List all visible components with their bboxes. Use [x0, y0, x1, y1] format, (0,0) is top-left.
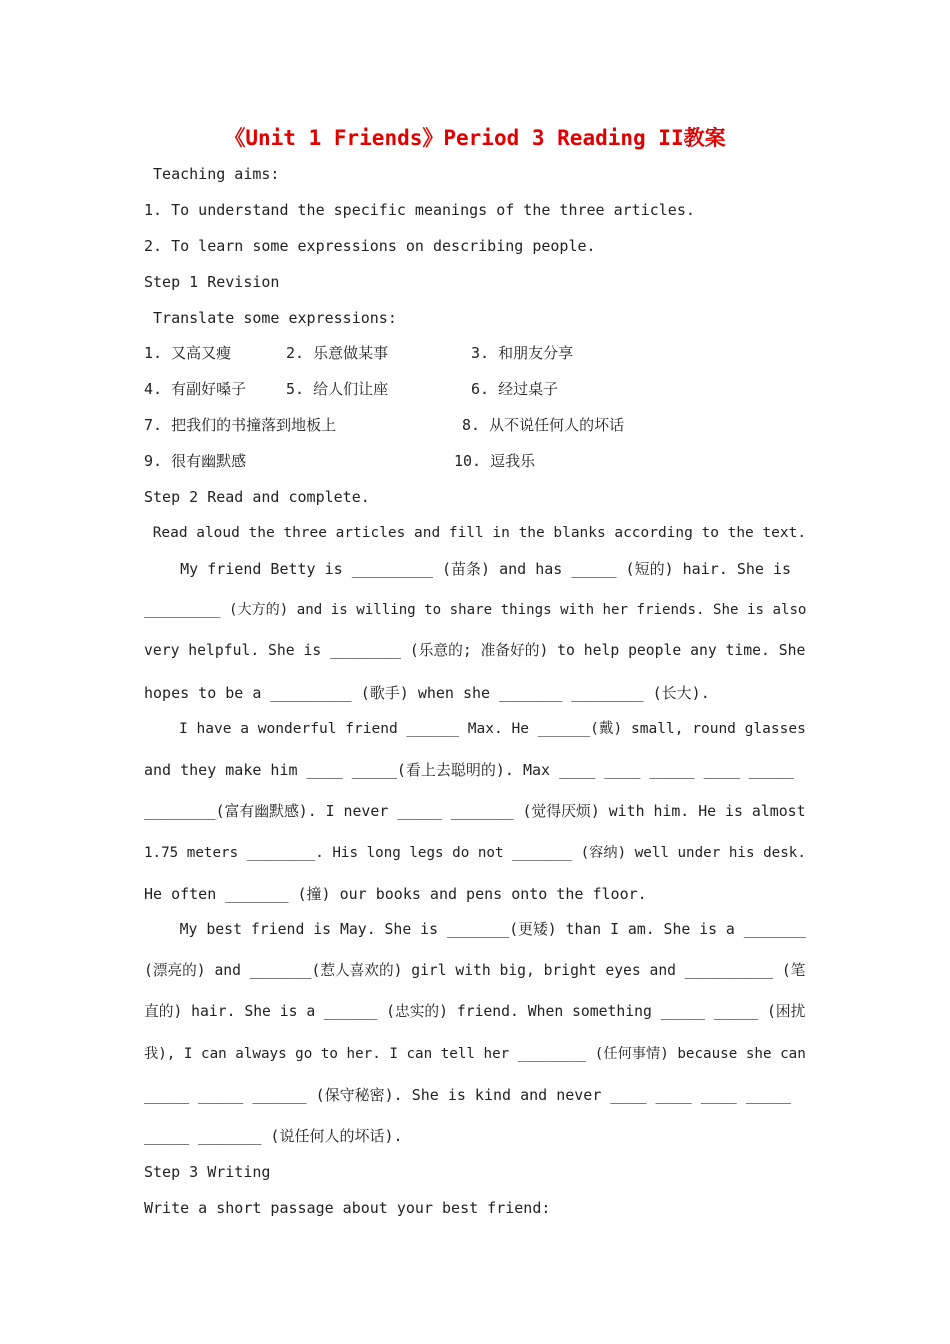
para3-line: _____ _______ (说任何人的坏话).	[144, 1127, 403, 1145]
para2-line: ________(富有幽默感). I never _____ _______ (觉得厌烦) with him. He is almost	[144, 802, 806, 820]
aim-2: 2. To learn some expressions on describing people.	[144, 237, 596, 255]
expr-7: 7. 把我们的书撞落到地板上	[144, 416, 337, 434]
step1-heading: Step 1 Revision	[144, 273, 280, 291]
para3-line: 直的) hair. She is a ______ (忠实的) friend. When something _____ _____ (困扰	[144, 1003, 806, 1020]
expr-8: 8. 从不说任何人的坏话	[462, 416, 625, 434]
aim-1: 1. To understand the specific meanings of the three articles.	[144, 201, 695, 219]
translate-heading: Translate some expressions:	[144, 309, 397, 327]
para3-line: (漂亮的) and _______(惹人喜欢的) girl with big, bright eyes and __________ (笔	[144, 962, 806, 979]
para1-line: very helpful. She is ________ (乐意的; 准备好的) to help people any time. She	[144, 642, 806, 659]
expr-1: 1. 又高又瘦	[144, 344, 232, 362]
expr-3: 3. 和朋友分享	[471, 344, 574, 362]
para1-line: My friend Betty is _________ (苗条) and has _____ (短的) hair. She is	[144, 560, 791, 578]
expr-2: 2. 乐意做某事	[286, 344, 389, 362]
para1-line: hopes to be a _________ (歌手) when she _______ ________ (长大).	[144, 684, 710, 702]
step3-heading: Step 3 Writing	[144, 1163, 271, 1181]
para2-line: I have a wonderful friend ______ Max. He ______(戴) small, round glasses	[144, 721, 806, 737]
para1-line: _________ (大方的) and is willing to share things with her friends. She is also	[144, 602, 807, 618]
para2-line: He often _______ (撞) our books and pens onto the floor.	[144, 885, 647, 903]
step2-heading: Step 2 Read and complete.	[144, 488, 370, 506]
expr-4: 4. 有副好嗓子	[144, 380, 247, 398]
para3-line: My best friend is May. She is _______(更矮) than I am. She is a _______	[144, 921, 807, 938]
writing-instruction: Write a short passage about your best friend:	[144, 1199, 551, 1217]
expr-10: 10. 逗我乐	[454, 452, 536, 470]
expr-9: 9. 很有幽默感	[144, 452, 247, 470]
page-title: 《Unit 1 Friends》Period 3 Reading II教案	[224, 126, 726, 150]
expr-5: 5. 给人们让座	[286, 380, 389, 398]
para2-line: 1.75 meters ________. His long legs do not _______ (容纳) well under his desk.	[144, 845, 806, 861]
read-instruction: Read aloud the three articles and fill in the blanks according to the text.	[144, 525, 807, 541]
para2-line: and they make him ____ _____(看上去聪明的). Max ____ ____ _____ ____ _____	[144, 761, 794, 779]
aims-heading: Teaching aims:	[144, 165, 280, 183]
expr-6: 6. 经过桌子	[471, 380, 559, 398]
para3-line: 我), I can always go to her. I can tell her ________ (任何事情) because she can	[144, 1046, 806, 1062]
para3-line: _____ _____ ______ (保守秘密). She is kind and never ____ ____ ____ _____	[144, 1086, 791, 1104]
